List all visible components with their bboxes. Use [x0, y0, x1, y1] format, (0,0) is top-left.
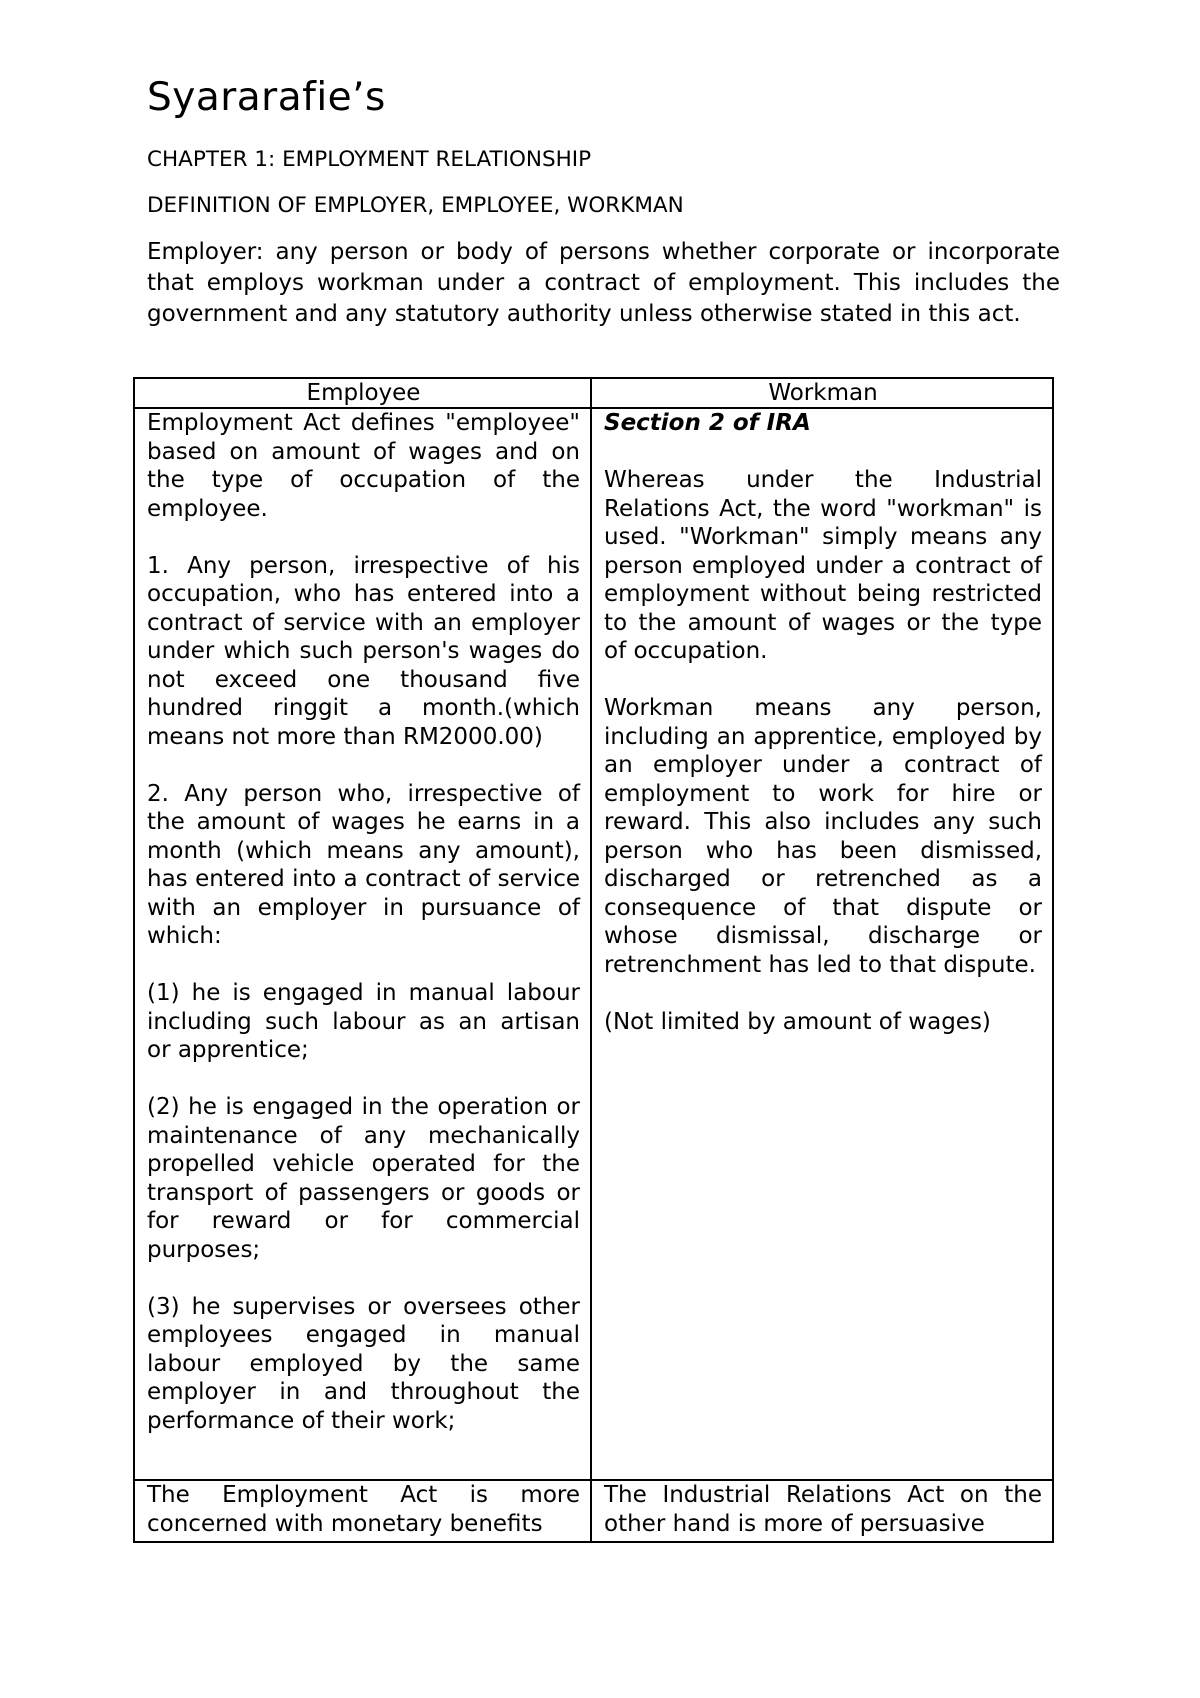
workman-section-ref: Section 2 of IRA: [604, 410, 811, 436]
table-row: [134, 408, 1053, 1480]
workman-para-2: Workman means any person, including an apprentice, employed by an employer under a contract of employment to work for hire or reward. This also includes any such person who has been dismissed, discharged or retrenched as a consequence of that dispute or whose dismissal, discharge or retrenchment has led to that dispute.: [604, 695, 1042, 978]
workman-para-1: Whereas under the Industrial Relations Act, the word "workman" is used. "Workman" simply means any person employed under a contract of employment without being restricted to the amount of wages or the type of occupation.: [604, 467, 1042, 664]
table-header-row: [134, 378, 1053, 408]
employee-sub-3: (3) he supervises or oversees other employees engaged in manual labour employed by the same employer in and throughout the performance of their work;: [147, 1293, 580, 1434]
workman-cell: [591, 408, 1053, 1480]
employee-intro: Employment Act defines "employee" based on amount of wages and on the type of occupation of the employee.: [147, 410, 580, 522]
table-row: [134, 1480, 1053, 1542]
employee-point-1: 1. Any person, irrespective of his occupation, who has entered into a contract of service with an employer under which such person's wages do not exceed one thousand five hundred ringgit a month.(which means not more than RM2000.00): [147, 552, 580, 750]
workman-comparison: The Industrial Relations Act on the other hand is more of persuasive: [604, 1482, 1042, 1537]
employee-sub-2: (2) he is engaged in the operation or maintenance of any mechanically propelled vehicle operated for the transport of passengers or goods or for reward or for commercial purposes;: [147, 1094, 580, 1263]
employer-definition: Employer: any person or body of persons whether corporate or incorporate that employs workman under a contract of employment. This includes the government and any statutory authority unless otherwise stated in this act.: [147, 239, 1060, 327]
brand-title: Syararafie’s: [147, 75, 386, 120]
employee-point-2: 2. Any person who, irrespective of the amount of wages he earns in a month (which means any amount), has entered into a contract of service with an employer in pursuance of which:: [147, 780, 580, 949]
header-workman: Workman: [591, 378, 1053, 408]
definitions-table: [133, 377, 1054, 1543]
section-heading: DEFINITION OF EMPLOYER, EMPLOYEE, WORKMAN: [147, 193, 684, 218]
workman-comparison-cell: [591, 1480, 1053, 1542]
employee-comparison: The Employment Act is more concerned with monetary benefits: [147, 1482, 580, 1537]
employee-comparison-cell: [134, 1480, 591, 1542]
employee-cell: [134, 408, 591, 1480]
workman-para-3: (Not limited by amount of wages): [604, 1008, 991, 1035]
chapter-heading: CHAPTER 1: EMPLOYMENT RELATIONSHIP: [147, 147, 592, 172]
header-employee: Employee: [134, 378, 591, 408]
employee-sub-1: (1) he is engaged in manual labour including such labour as an artisan or apprentice;: [147, 980, 580, 1063]
